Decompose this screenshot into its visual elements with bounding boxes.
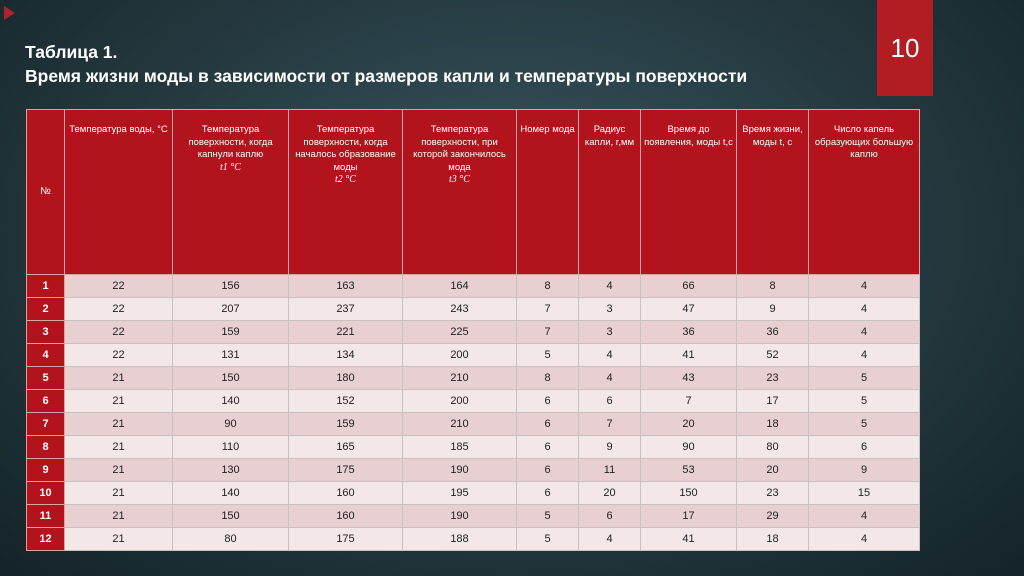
table-cell: 15 bbox=[809, 482, 920, 505]
table-cell: 5 bbox=[517, 505, 579, 528]
slide-number: 10 bbox=[877, 0, 933, 96]
table-cell: 207 bbox=[173, 298, 289, 321]
table-cell: 7 bbox=[579, 413, 641, 436]
table-cell: 6 bbox=[517, 482, 579, 505]
slide-bullet-icon bbox=[4, 6, 15, 20]
table-cell: 6 bbox=[579, 505, 641, 528]
table-cell: 6 bbox=[517, 390, 579, 413]
table-cell: 4 bbox=[809, 321, 920, 344]
table-row bbox=[27, 436, 920, 459]
row-index-cell: 8 bbox=[27, 436, 65, 459]
table-cell: 190 bbox=[403, 505, 517, 528]
row-index-cell: 7 bbox=[27, 413, 65, 436]
table-cell: 5 bbox=[809, 413, 920, 436]
table-cell: 66 bbox=[641, 275, 737, 298]
table-cell: 6 bbox=[579, 390, 641, 413]
header-surface-temp-drop: Температура поверхности, когда капнули каплю t1 °С bbox=[173, 110, 289, 275]
table-cell: 140 bbox=[173, 390, 289, 413]
table-cell: 7 bbox=[517, 321, 579, 344]
table-cell: 185 bbox=[403, 436, 517, 459]
table-cell: 221 bbox=[289, 321, 403, 344]
title-line-2: Время жизни моды в зависимости от размеров капли и температуры поверхности bbox=[25, 66, 748, 86]
table-cell: 4 bbox=[809, 505, 920, 528]
table-cell: 7 bbox=[641, 390, 737, 413]
header-surface-temp-mode-end: Температура поверхности, при которой закончилось мода t3 °С bbox=[403, 110, 517, 275]
table-cell: 5 bbox=[517, 344, 579, 367]
row-index-cell: 5 bbox=[27, 367, 65, 390]
row-index-cell: 3 bbox=[27, 321, 65, 344]
title-line-1: Таблица 1. bbox=[25, 42, 118, 62]
table-row bbox=[27, 413, 920, 436]
table-cell: 22 bbox=[65, 344, 173, 367]
table-cell: 175 bbox=[289, 528, 403, 551]
header-drop-count: Число капель образующих большую каплю bbox=[809, 110, 920, 275]
table-cell: 6 bbox=[517, 436, 579, 459]
table-cell: 5 bbox=[809, 390, 920, 413]
row-index-cell: 10 bbox=[27, 482, 65, 505]
row-index-cell: 11 bbox=[27, 505, 65, 528]
row-index-cell: 1 bbox=[27, 275, 65, 298]
table-cell: 21 bbox=[65, 459, 173, 482]
table-cell: 36 bbox=[641, 321, 737, 344]
table-cell: 22 bbox=[65, 321, 173, 344]
table-cell: 80 bbox=[737, 436, 809, 459]
table-cell: 21 bbox=[65, 390, 173, 413]
table-cell: 23 bbox=[737, 367, 809, 390]
table-cell: 5 bbox=[517, 528, 579, 551]
table-cell: 21 bbox=[65, 367, 173, 390]
table-row bbox=[27, 344, 920, 367]
table-cell: 7 bbox=[517, 298, 579, 321]
table-cell: 52 bbox=[737, 344, 809, 367]
table-cell: 9 bbox=[737, 298, 809, 321]
header-mode-lifetime: Время жизни, моды t, с bbox=[737, 110, 809, 275]
table-cell: 4 bbox=[579, 275, 641, 298]
table-cell: 243 bbox=[403, 298, 517, 321]
header-water-temp: Температура воды, °С bbox=[65, 110, 173, 275]
table-cell: 11 bbox=[579, 459, 641, 482]
table-cell: 160 bbox=[289, 505, 403, 528]
data-table bbox=[26, 109, 920, 551]
table-cell: 200 bbox=[403, 390, 517, 413]
table-row bbox=[27, 390, 920, 413]
table-cell: 43 bbox=[641, 367, 737, 390]
table-cell: 6 bbox=[517, 413, 579, 436]
table-cell: 4 bbox=[809, 344, 920, 367]
table-cell: 156 bbox=[173, 275, 289, 298]
row-index-cell: 4 bbox=[27, 344, 65, 367]
table-cell: 41 bbox=[641, 528, 737, 551]
table-cell: 190 bbox=[403, 459, 517, 482]
table-cell: 150 bbox=[641, 482, 737, 505]
table-cell: 4 bbox=[579, 367, 641, 390]
table-row bbox=[27, 321, 920, 344]
table-row bbox=[27, 298, 920, 321]
table-cell: 17 bbox=[641, 505, 737, 528]
table-header-row bbox=[27, 110, 920, 275]
table-cell: 195 bbox=[403, 482, 517, 505]
table-cell: 165 bbox=[289, 436, 403, 459]
slide-title bbox=[25, 40, 747, 88]
table-cell: 53 bbox=[641, 459, 737, 482]
header-drop-radius: Радиус капли, r,мм bbox=[579, 110, 641, 275]
row-index-cell: 12 bbox=[27, 528, 65, 551]
table-cell: 80 bbox=[173, 528, 289, 551]
table-cell: 3 bbox=[579, 321, 641, 344]
table-row bbox=[27, 528, 920, 551]
table-cell: 4 bbox=[579, 528, 641, 551]
table-cell: 200 bbox=[403, 344, 517, 367]
table-cell: 21 bbox=[65, 505, 173, 528]
table-cell: 9 bbox=[809, 459, 920, 482]
table-cell: 4 bbox=[579, 344, 641, 367]
table-cell: 8 bbox=[517, 367, 579, 390]
table-cell: 23 bbox=[737, 482, 809, 505]
table-cell: 90 bbox=[641, 436, 737, 459]
table-body bbox=[27, 275, 920, 551]
table-cell: 130 bbox=[173, 459, 289, 482]
table-cell: 188 bbox=[403, 528, 517, 551]
table-cell: 175 bbox=[289, 459, 403, 482]
table-cell: 21 bbox=[65, 436, 173, 459]
table-cell: 29 bbox=[737, 505, 809, 528]
table-cell: 164 bbox=[403, 275, 517, 298]
table-row bbox=[27, 482, 920, 505]
table-cell: 8 bbox=[737, 275, 809, 298]
table-cell: 9 bbox=[579, 436, 641, 459]
header-surface-temp-mode-start: Температура поверхности, когда началось образование моды t2 °С bbox=[289, 110, 403, 275]
table-cell: 17 bbox=[737, 390, 809, 413]
table-cell: 47 bbox=[641, 298, 737, 321]
table-cell: 4 bbox=[809, 528, 920, 551]
table-cell: 41 bbox=[641, 344, 737, 367]
table-cell: 18 bbox=[737, 413, 809, 436]
table-cell: 8 bbox=[517, 275, 579, 298]
table-cell: 3 bbox=[579, 298, 641, 321]
table-cell: 5 bbox=[809, 367, 920, 390]
table-cell: 134 bbox=[289, 344, 403, 367]
table-cell: 131 bbox=[173, 344, 289, 367]
table-cell: 163 bbox=[289, 275, 403, 298]
table-cell: 210 bbox=[403, 413, 517, 436]
table-cell: 4 bbox=[809, 298, 920, 321]
table-row bbox=[27, 367, 920, 390]
table-cell: 22 bbox=[65, 275, 173, 298]
table-cell: 140 bbox=[173, 482, 289, 505]
table-cell: 21 bbox=[65, 413, 173, 436]
table-cell: 20 bbox=[737, 459, 809, 482]
header-time-to-mode: Время до появления, моды t,с bbox=[641, 110, 737, 275]
table-cell: 6 bbox=[517, 459, 579, 482]
table-cell: 160 bbox=[289, 482, 403, 505]
table-cell: 20 bbox=[579, 482, 641, 505]
table-row bbox=[27, 275, 920, 298]
table-cell: 90 bbox=[173, 413, 289, 436]
table-cell: 21 bbox=[65, 482, 173, 505]
table-cell: 159 bbox=[289, 413, 403, 436]
table-cell: 210 bbox=[403, 367, 517, 390]
table-cell: 22 bbox=[65, 298, 173, 321]
row-index-cell: 2 bbox=[27, 298, 65, 321]
table-row bbox=[27, 459, 920, 482]
table-cell: 237 bbox=[289, 298, 403, 321]
header-mode-number: Номер мода bbox=[517, 110, 579, 275]
table-row bbox=[27, 505, 920, 528]
table-cell: 110 bbox=[173, 436, 289, 459]
table-cell: 18 bbox=[737, 528, 809, 551]
data-table-container bbox=[26, 109, 919, 551]
table-cell: 4 bbox=[809, 275, 920, 298]
table-cell: 150 bbox=[173, 505, 289, 528]
table-cell: 36 bbox=[737, 321, 809, 344]
row-index-cell: 9 bbox=[27, 459, 65, 482]
table-cell: 225 bbox=[403, 321, 517, 344]
table-cell: 180 bbox=[289, 367, 403, 390]
table-cell: 152 bbox=[289, 390, 403, 413]
table-cell: 159 bbox=[173, 321, 289, 344]
row-index-cell: 6 bbox=[27, 390, 65, 413]
header-number: № bbox=[27, 110, 65, 275]
table-cell: 20 bbox=[641, 413, 737, 436]
table-cell: 150 bbox=[173, 367, 289, 390]
table-cell: 6 bbox=[809, 436, 920, 459]
table-cell: 21 bbox=[65, 528, 173, 551]
